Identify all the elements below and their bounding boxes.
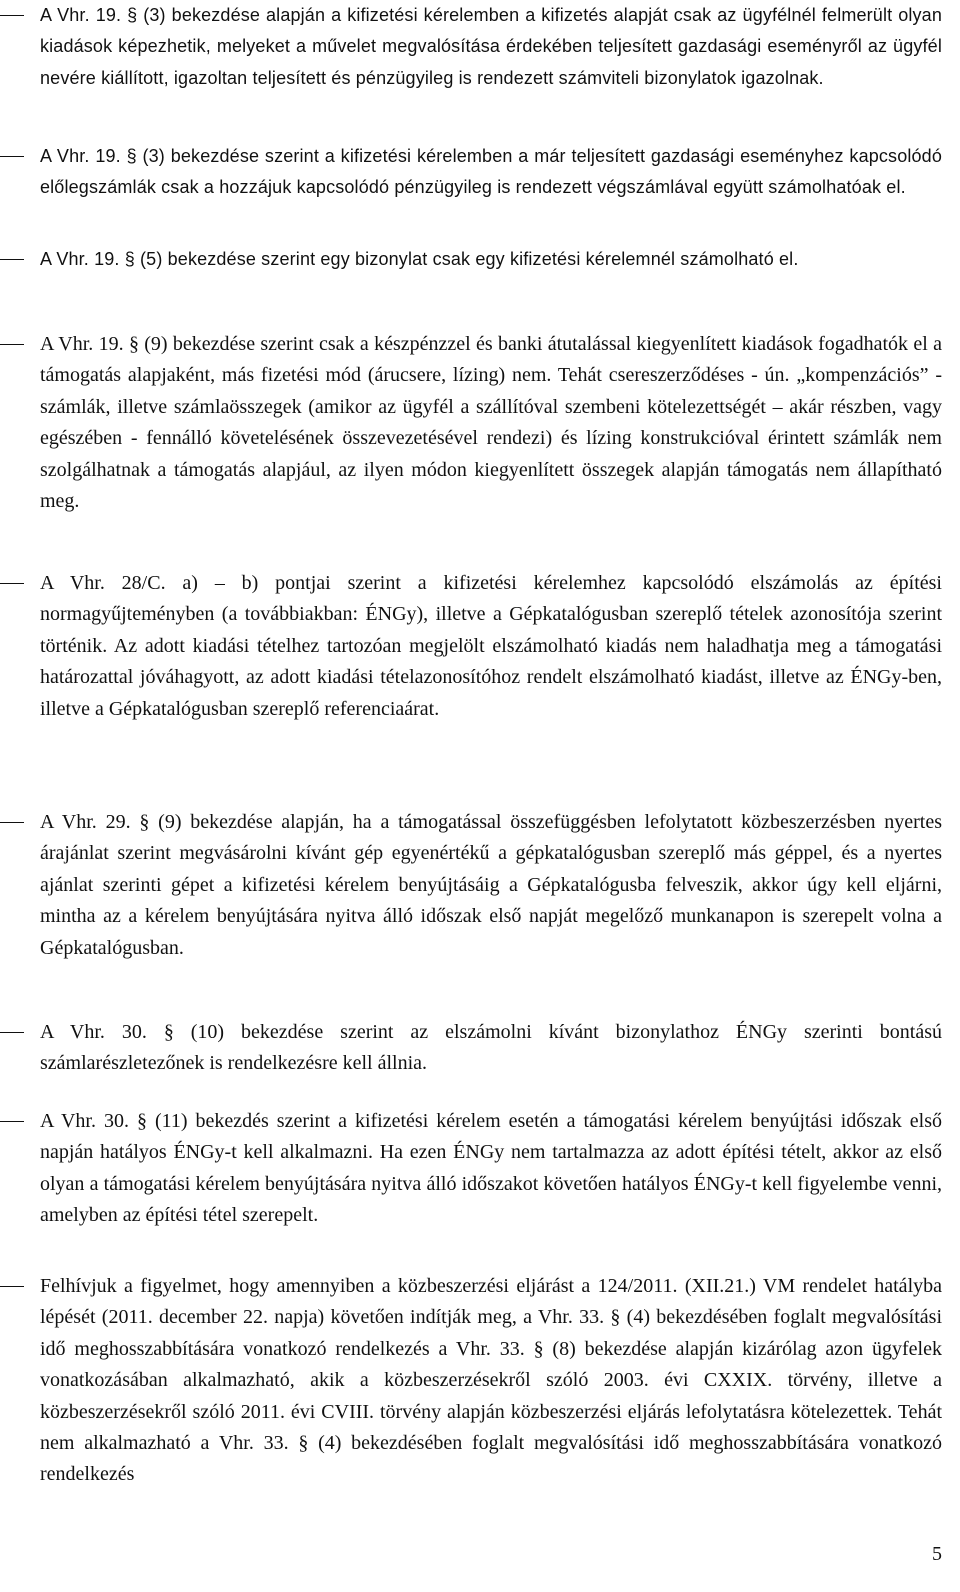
- dash-bullet: [0, 822, 24, 823]
- paragraph-kozbeszerzes-felhivas: Felhívjuk a figyelmet, hogy amennyiben a közbeszerzési eljárást a 124/2011. (XII.21.) VM rendelet hatályba lépését (2011. december 22. napja) követően indítják meg, a Vhr. 33. § (4) bekezdésében foglalt megvalósítási idő meghosszabbítására vonatkozó rendelkezés a Vhr. 33. § (8) bekezdése alapján kizárólag azon ügyfelek vonatkozásában alkalmazható, akik a közbeszerzésekről szóló 2003. évi CXXIX. törvény, illetve a közbeszerzésekről szóló 2011. évi CVIII. törvény alapján közbeszerzési eljárás lefolytatásra kötelezettek. Tehát nem alkalmazható a Vhr. 33. § (4) bekezdésében foglalt megvalósítási idő meghosszabbítására vonatkozó rendelkezés: [40, 1275, 942, 1486]
- dash-bullet: [0, 1286, 24, 1287]
- paragraph-vhr-30-10: A Vhr. 30. § (10) bekezdése szerint az elszámolni kívánt bizonylathoz ÉNGy szerinti bontású számlarészletezőnek is rendelkezésre kell állnia.: [40, 1021, 942, 1075]
- dash-bullet: [0, 344, 24, 345]
- dash-bullet: [0, 259, 24, 260]
- paragraph-vhr-28c: A Vhr. 28/C. a) – b) pontjai szerint a kifizetési kérelemhez kapcsolódó elszámolás az építési normagyűjteményben (a továbbiakban: ÉNGy), illetve a Gépkatalógusban szereplő tételek azonosítója szerint történik. Az adott kiadási tételhez tartozóan megjelölt elszámolható kiadás nem haladhatja meg a támogatási határozattal jóváhagyott, az adott kiadási tételazonosítóhoz rendelt elszámolható kiadást, illetve az ÉNGy-ben, illetve a Gépkatalógusban szereplő referenciaárat.: [40, 572, 942, 720]
- dash-bullet: [0, 1032, 24, 1033]
- dash-bullet: [0, 156, 24, 157]
- dash-bullet: [0, 1121, 24, 1122]
- paragraph-vhr-19-3-eloleg: A Vhr. 19. § (3) bekezdése szerint a kifizetési kérelemben a már teljesített gazdasági eseményhez kapcsolódó előlegszámlák csak a hozzájuk kapcsolódó pénzügyileg is rendezett végszámlával együtt számolhatóak el.: [40, 146, 942, 198]
- paragraph-vhr-29-9: A Vhr. 29. § (9) bekezdése alapján, ha a támogatással összefüggésben lefolytatott közbeszerzésben nyertes árajánlat szerint megvásárolni kívánt gép egyenértékű a gépkatalógusban szereplő más géppel, és a nyertes ajánlat szerinti gépet a kifizetési kérelem benyújtásáig a Gépkatalógusba felveszik, akkor úgy kell eljárni, mintha az a kérelem benyújtására nyitva álló időszak első napját megelőző munkanapon is szerepelt volna a Gépkatalógusban.: [40, 811, 942, 959]
- paragraph-vhr-19-9: A Vhr. 19. § (9) bekezdése szerint csak a készpénzzel és banki átutalással kiegyenlített kiadások fogadhatók el a támogatás alapjaként, más fizetési mód (árucsere, lízing) nem. Tehát csereszerződéses - ún. „kompenzációs” - számlák, illetve számlaösszegek (amikor az ügyfél a szállítóval szembeni kötelezettségét – akár részben, vagy egészében - fennálló követelésének összevezetésével rendezi) és lízing konstrukcióval érintett számlák nem szolgálhatnak a támogatás alapjául, az ilyen módon kiegyenlített összegek alapján támogatás nem állapítható meg.: [40, 333, 942, 513]
- dash-bullet: [0, 15, 24, 16]
- paragraph-vhr-30-11: A Vhr. 30. § (11) bekezdés szerint a kifizetési kérelem esetén a támogatási kérelem benyújtási időszak első napján hatályos ÉNGy-t kell alkalmazni. Ha ezen ÉNGy nem tartalmazza az adott építési tételt, akkor az első olyan a támogatási kérelem benyújtására nyitva álló időszakot követően hatályos ÉNGy-t kell figyelembe venni, amelyben az építési tétel szerepelt.: [40, 1110, 942, 1227]
- dash-bullet: [0, 583, 24, 584]
- paragraph-vhr-19-3-alapjan: A Vhr. 19. § (3) bekezdése alapján a kifizetési kérelemben a kifizetés alapját csak az ügyfélnél felmerült olyan kiadások képezhetik, melyeket a művelet megvalósítása érdekében teljesített gazdasági eseményről az ügyfél nevére kiállított, igazoltan teljesített és pénzügyileg is rendezett számviteli bizonylatok igazolnak.: [40, 5, 942, 88]
- paragraph-vhr-19-5: A Vhr. 19. § (5) bekezdése szerint egy bizonylat csak egy kifizetési kérelemnél számolható el.: [40, 249, 799, 269]
- page-number: 5: [932, 1543, 942, 1565]
